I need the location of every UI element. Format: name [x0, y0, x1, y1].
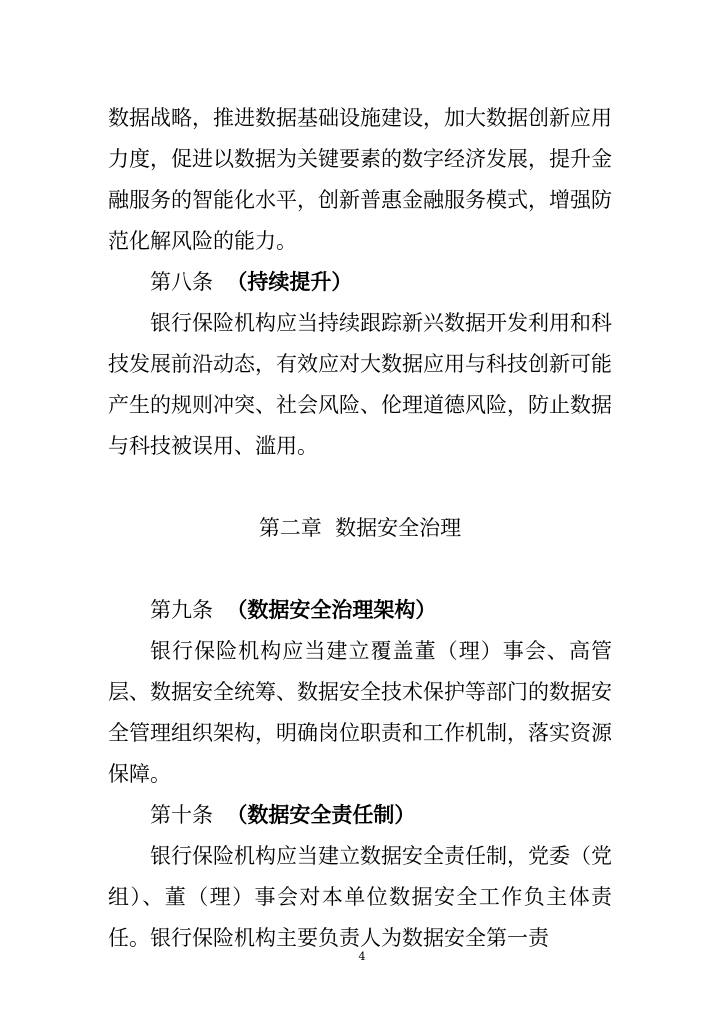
article-9-label: 第九条 [150, 598, 213, 622]
spacer [108, 549, 612, 590]
article-9-title: （数据安全治理架构） [226, 598, 437, 622]
article-10-heading [108, 795, 612, 836]
paragraph-continuation: 数据战略，推进数据基础设施建设，加大数据创新应用力度，促进以数据为关键要素的数字经济发展，提升金融服务的智能化水平，创新普惠金融服务模式，增强防范化解风险的能力。 [108, 106, 612, 253]
article-10-title: （数据安全责任制） [226, 803, 416, 827]
page-number: 4 [358, 950, 366, 963]
article-8-heading [108, 262, 612, 303]
document-body [108, 98, 612, 959]
article-9-paragraph: 银行保险机构应当建立覆盖董（理）事会、高管层、数据安全统筹、数据安全技术保护等部门的数据安全管理组织架构，明确岗位职责和工作机制，落实资源保障。 [108, 639, 612, 786]
article-10-label: 第十条 [150, 803, 213, 827]
article-8-label: 第八条 [150, 270, 213, 294]
article-8-title: （持续提升） [226, 270, 353, 294]
article-8-paragraph: 银行保险机构应当持续跟踪新兴数据开发利用和科技发展前沿动态，有效应对大数据应用与科技创新可能产生的规则冲突、社会风险、伦理道德风险，防止数据与科技被误用、滥用。 [108, 311, 612, 458]
spacer [108, 467, 612, 508]
chapter-heading [108, 508, 612, 549]
chapter-label: 第二章 [258, 516, 322, 540]
article-9-heading [108, 590, 612, 631]
chapter-title: 数据安全治理 [335, 516, 462, 540]
article-10-paragraph: 银行保险机构应当建立数据安全责任制，党委（党组）、董（理）事会对本单位数据安全工作负主体责任。银行保险机构主要负责人为数据安全第一责 [108, 844, 612, 950]
